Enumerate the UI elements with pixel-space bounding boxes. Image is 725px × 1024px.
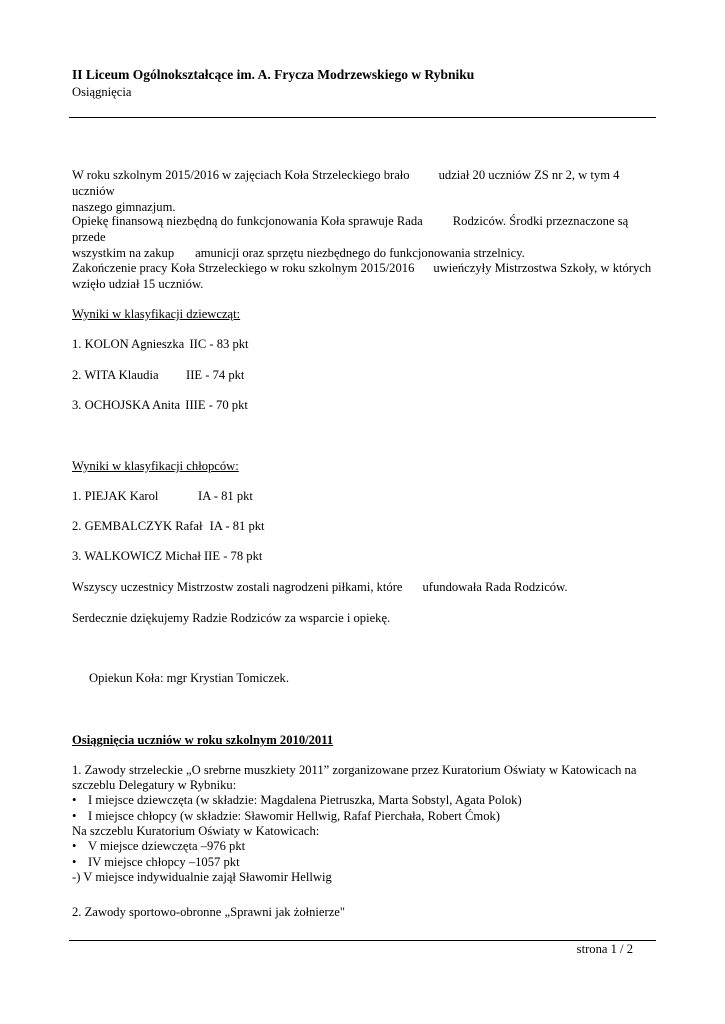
boys-results-heading: Wyniki w klasyfikacji chłopców: (72, 459, 239, 473)
girls-result-3 (72, 397, 248, 413)
list-item: • V miejsce dziewczęta –976 pkt (72, 839, 246, 853)
p1-text-b: udział 20 uczniów ZS nr 2, w tym 4 uczniów (72, 168, 620, 198)
paragraph-championship (72, 260, 662, 292)
result-name: 3. WALKOWICZ Michał (72, 549, 201, 563)
bullet-icon: • (72, 793, 77, 807)
kuratorium-line: Na szczeblu Kuratorium Oświaty w Katowicach: (72, 824, 320, 838)
p2-text-c: wszystkim na zakup (72, 246, 175, 260)
list-item: • I miejsce chłopcy (w składzie: Sławomir Hellwig, Rafaf Pierchała, Robert Ćmok) (72, 809, 500, 823)
girls-result-2 (72, 367, 245, 383)
result-score: IIC - 83 pkt (189, 337, 249, 351)
result-name: 1. KOLON Agnieszka (72, 337, 185, 351)
p1-text-c: naszego gimnazjum. (72, 200, 176, 214)
achievements-heading: Osiągnięcia uczniów w roku szkolnym 2010/2011 (72, 733, 334, 747)
header-divider (69, 117, 656, 118)
result-name: 2. WITA Klaudia (72, 368, 159, 382)
result-score: IIE - 74 pkt (186, 368, 245, 382)
girls-result-1 (72, 336, 249, 352)
awards-text-a: Wszyscy uczestnicy Mistrzostw zostali nagrodzeni piłkami, które (72, 580, 403, 594)
result-name: 2. GEMBALCZYK Rafał (72, 519, 203, 533)
p2-text-a: Opiekę finansową niezbędną do funkcjonowania Koła sprawuje Rada (72, 214, 423, 228)
p1-text-a: W roku szkolnym 2015/2016 w zajęciach Koła Strzeleckiego brało (72, 168, 410, 182)
result-score: IA - 81 pkt (209, 519, 265, 533)
individual-result-line: -) V miejsce indywidualnie zajął Sławomir Hellwig (72, 870, 332, 884)
bullet-icon: • (72, 809, 77, 823)
paragraph-funding (72, 213, 662, 261)
result-name: 3. OCHOJSKA Anita (72, 398, 181, 412)
paragraph-participation (72, 167, 662, 215)
boys-result-1 (72, 488, 253, 504)
result-score: IIE - 78 pkt (203, 549, 263, 563)
page-number: strona 1 / 2 (576, 942, 633, 956)
awards-line (72, 579, 568, 595)
result-name: 1. PIEJAK Karol (72, 489, 159, 503)
girls-results-heading: Wyniki w klasyfikacji dziewcząt: (72, 307, 241, 321)
bullet-icon: • (72, 855, 77, 869)
p2-text-b: Rodziców. Środki przeznaczone są przede (72, 214, 629, 244)
p3-text-b: uwieńczyły Mistrzostwa Szkoły, w których (433, 261, 652, 275)
achievement-1-line2: szczeblu Delegatury w Rybniku: (72, 778, 237, 792)
result-score: IIIE - 70 pkt (185, 398, 248, 412)
awards-text-b: ufundowała Rada Rodziców. (422, 580, 568, 594)
list-item: • IV miejsce chłopcy –1057 pkt (72, 855, 240, 869)
kuratorium-results-list (72, 838, 245, 870)
bullet-icon: • (72, 839, 77, 853)
p3-text-c: wzięło udział 15 uczniów. (72, 277, 204, 291)
document-title: II Liceum Ogólnokształcące im. A. Frycza Modrzewskiego w Rybniku (72, 67, 475, 82)
boys-result-2 (72, 518, 265, 534)
result-score: IA - 81 pkt (198, 489, 253, 503)
delegatura-results-list (72, 792, 522, 824)
p2-text-d: amunicji oraz sprzętu niezbędnego do funkcjonowania strzelnicy. (195, 246, 525, 260)
thanks-line: Serdecznie dziękujemy Radzie Rodziców za wsparcie i opiekę. (72, 611, 391, 625)
achievement-2-line: 2. Zawody sportowo-obronne „Sprawni jak żołnierze" (72, 905, 346, 919)
footer-divider (69, 940, 656, 941)
list-item: • I miejsce dziewczęta (w składzie: Magdalena Pietruszka, Marta Sobstyl, Agata Polok) (72, 793, 522, 807)
document-subtitle: Osiągnięcia (72, 85, 132, 99)
p3-text-a: Zakończenie pracy Koła Strzeleckiego w roku szkolnym 2015/2016 (72, 261, 415, 275)
caretaker-line: Opiekun Koła: mgr Krystian Tomiczek. (89, 671, 289, 685)
achievement-1-line1: 1. Zawody strzeleckie „O srebrne muszkiety 2011” zorganizowane przez Kuratorium Oświaty w Katowicach na (72, 763, 637, 777)
boys-result-3 (72, 548, 262, 564)
